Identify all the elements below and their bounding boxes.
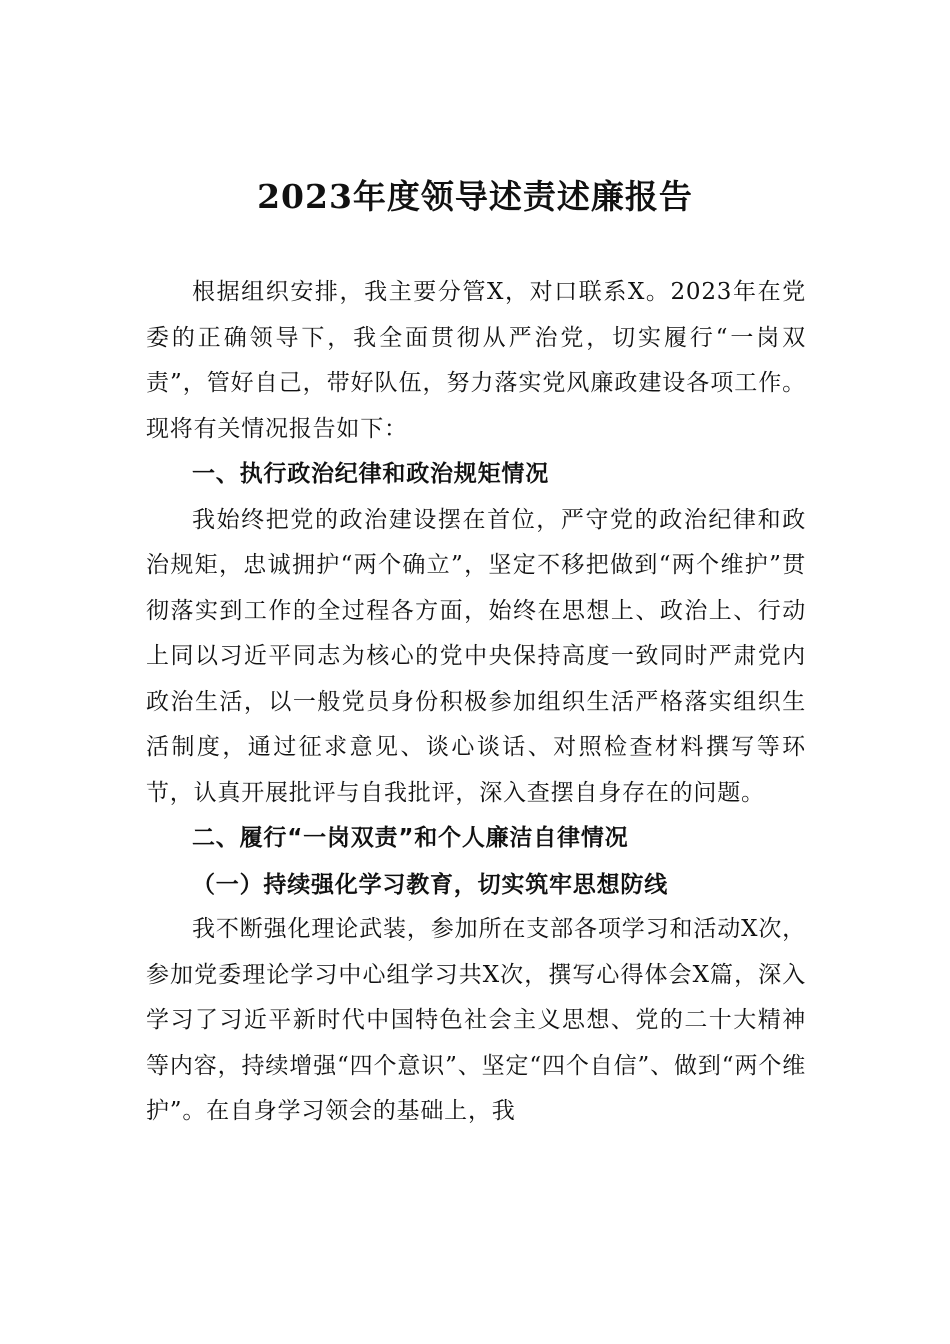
section-2-subheading: （一）持续强化学习教育，切实筑牢思想防线 (192, 870, 668, 898)
section-2-paragraph: 我不断强化理论武装，参加所在支部各项学习和活动X次，参加党委理论学习中心组学习共X次，撰写心得体会X篇，深入学习了习近平新时代中国特色社会主义思想、党的二十大精神等内容，持续增强“四个意识”、坚定“四个自信”、做到“两个维护”。在自身学习领会的基础上，我 (146, 916, 806, 1124)
intro-paragraph: 根据组织安排，我主要分管X，对口联系X。2023年在党委的正确领导下，我全面贯彻从严治党，切实履行“一岗双责”，管好自己，带好队伍，努力落实党风廉政建设各项工作。现将有关情况报告如下： (146, 279, 806, 442)
document-title: 2023年度领导述责述廉报告 (257, 177, 693, 216)
section-1-paragraph: 我始终把党的政治建设摆在首位，严守党的政治纪律和政治规矩，忠诚拥护“两个确立”，坚定不移把做到“两个维护”贯彻落实到工作的全过程各方面，始终在思想上、政治上、行动上同以习近平同志为核心的党中央保持高度一致同时严肃党内政治生活，以一般党员身份积极参加组织生活严格落实组织生活制度，通过征求意见、谈心谈话、对照检查材料撰写等环节，认真开展批评与自我批评，深入查摆自身存在的问题。 (146, 506, 806, 806)
section-2-heading: 二、履行“一岗双责”和个人廉洁自律情况 (192, 825, 629, 851)
section-1-heading: 一、执行政治纪律和政治规矩情况 (192, 461, 549, 487)
document-body (146, 270, 806, 1135)
